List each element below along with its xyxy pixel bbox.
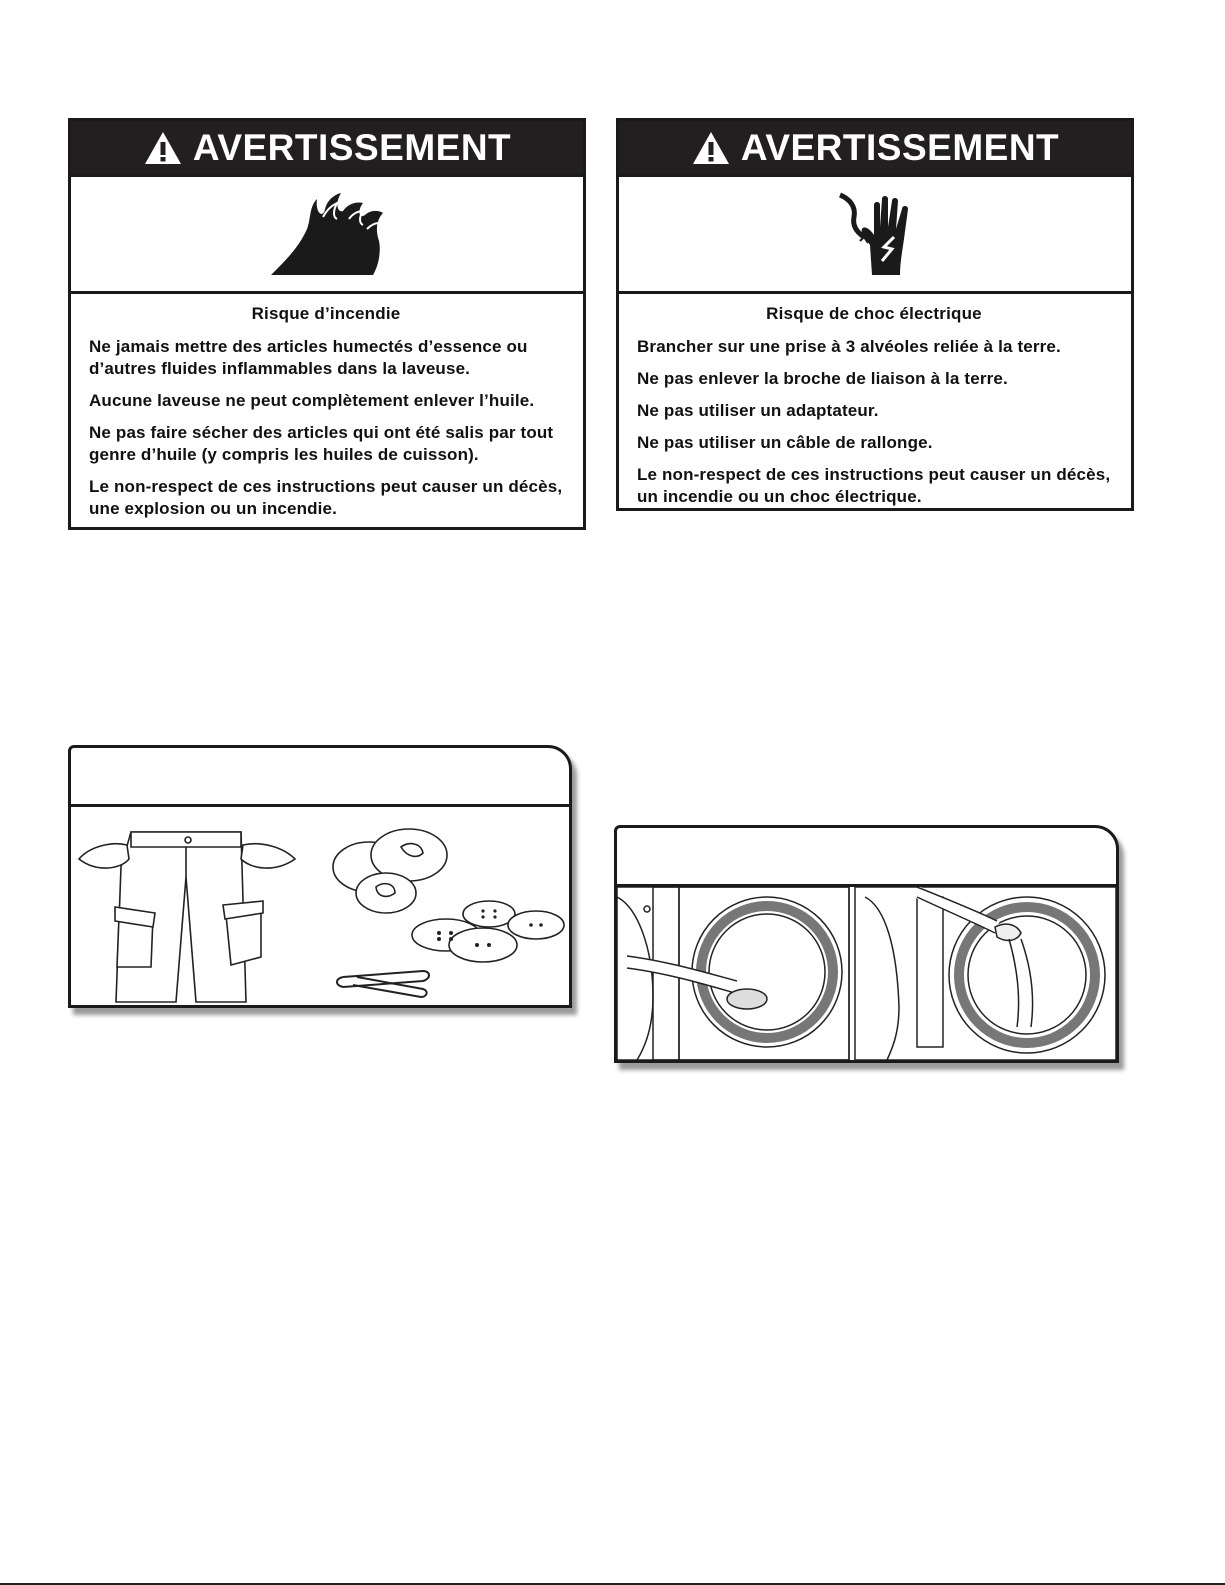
shock-warning-body	[619, 294, 1131, 530]
fire-warning-line-3: Ne pas faire sécher des articles qui ont été salis par tout genre d’huile (y compris les huiles de cuisson).	[89, 423, 554, 464]
fire-icon	[267, 189, 387, 279]
fire-warning-box	[68, 118, 586, 530]
pockets-figure-header	[71, 748, 569, 807]
shock-warning-line-3: Ne pas utiliser un adaptateur.	[637, 401, 879, 420]
shock-warning-line-1: Brancher sur une prise à 3 alvéoles reliée à la terre.	[637, 337, 1061, 356]
fire-warning-line-4: Le non-respect de ces instructions peut causer un décès, une explosion ou un incendie.	[89, 477, 563, 518]
shock-warning-line-5: Le non-respect de ces instructions peut causer un décès, un incendie ou un choc électrique.	[637, 465, 1111, 506]
warning-triangle-icon	[143, 130, 183, 166]
fire-icon-panel	[71, 174, 583, 294]
shock-warning-line-2: Ne pas enlever la broche de liaison à la terre.	[637, 369, 1008, 388]
fire-warning-header	[71, 121, 583, 174]
fire-warning-body	[71, 294, 583, 542]
fire-warning-title: AVERTISSEMENT	[192, 126, 512, 168]
shock-warning-line-4: Ne pas utiliser un câble de rallonge.	[637, 433, 933, 452]
electric-shock-hand-icon	[830, 189, 920, 279]
washer-figure-header	[617, 828, 1116, 887]
fire-warning-subtitle: Risque d’incendie	[251, 304, 401, 323]
washer-door-gasket-illustration	[617, 887, 1116, 1060]
pockets-figure	[68, 745, 572, 1008]
fire-warning-line-1: Ne jamais mettre des articles humectés d’essence ou d’autres fluides inflammables dans la laveuse.	[89, 337, 528, 378]
shock-warning-header	[619, 121, 1131, 174]
shock-warning-title: AVERTISSEMENT	[740, 126, 1060, 168]
warning-triangle-icon	[691, 130, 731, 166]
fire-warning-line-2: Aucune laveuse ne peut complètement enlever l’huile.	[89, 391, 535, 410]
washer-figure	[614, 825, 1119, 1063]
shock-warning-box	[616, 118, 1134, 511]
shock-icon-panel	[619, 174, 1131, 294]
shock-warning-subtitle: Risque de choc électrique	[766, 304, 982, 323]
pants-coins-buttons-pins-illustration	[71, 807, 569, 1005]
